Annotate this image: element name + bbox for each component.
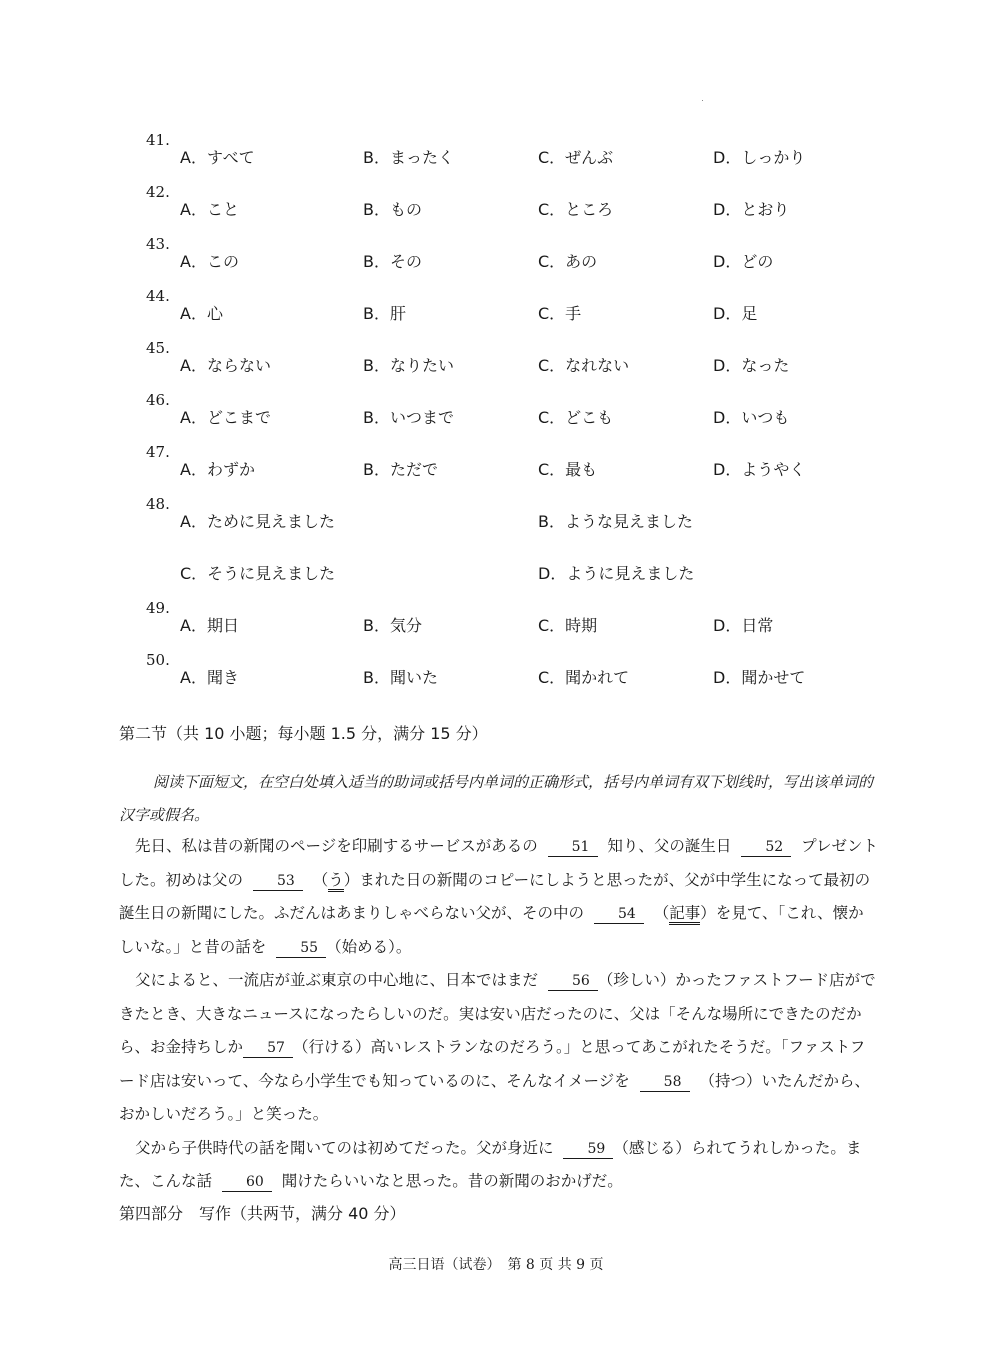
passage-text: ）を見て、「これ、懐かしいな。」と昔の話を [119,904,864,956]
question-41 [146,131,866,171]
option-d: D．しっかり [713,148,806,167]
option-c: C．時期 [538,616,598,635]
option-b: B．いつまで [363,408,454,427]
question-number: 45. [146,339,170,357]
blank-57: 57 [243,1040,293,1058]
passage-text: ）まれた日の新聞のコピーにしようと思ったが、父が中学生になって最初の誕生日の新聞にした。ふだんはあまりしゃべらない父が、その中の [119,870,871,922]
passage-text: （珍しい）かったファストフード店ができたとき、大きなニュースになったらしいのだ。実は安い店だったのに、父は「そんな場所にできたのだから、お金持ちしか [119,971,876,1056]
option-a: A．ならない [180,356,271,375]
passage-text: 父によると、一流店が並ぶ東京の中心地に、日本ではまだ [135,971,539,989]
blank-59: 59 [563,1141,613,1159]
option-a: A．期日 [180,616,239,635]
question-number: 48. [146,495,170,513]
option-a: A．この [180,252,239,271]
question-number: 44. [146,287,170,305]
passage-text: （行ける）高いレストランなのだろう。」と思ってあこがれたそうだ。「ファストフード店は安いって、今なら小学生でも知っているのに、そんなイメージを [119,1038,866,1090]
option-a: A．どこまで [180,408,271,427]
option-b: B．気分 [363,616,422,635]
option-a: A．ために見えました [180,512,335,531]
option-a: A．わずか [180,460,255,479]
option-b: B．もの [363,200,422,219]
passage-text: 聞けたらいいなと思った。昔の新聞のおかげだ。 [281,1172,623,1190]
underlined-word: 記事 [669,904,700,925]
question-number: 49. [146,599,170,617]
option-b: B．聞いた [363,668,438,687]
option-c: C．手 [538,304,582,323]
question-44 [146,287,866,327]
question-43 [146,235,866,275]
passage-text: （始める）。 [326,937,412,956]
question-45 [146,339,866,379]
question-number: 47. [146,443,170,461]
question-number: 50. [146,651,170,669]
option-b: B．まったく [363,148,454,167]
blank-58: 58 [640,1074,690,1092]
passage-text: 知り、父の誕生日 [607,837,732,855]
underlined-word: う [328,871,344,892]
passage-text: （ [312,870,329,889]
question-48 [146,495,866,587]
question-number: 41. [146,131,170,149]
section-instruction: 阅读下面短文，在空白处填入适当的助词或括号内单词的正确形式，括号内单词有双下划线时，写出该单词的汉字或假名。 [119,773,874,824]
option-c: C．最も [538,460,598,479]
option-c: C．ぜんぶ [538,148,614,167]
option-d: D．なった [713,356,790,375]
option-d: D．いつも [713,408,790,427]
passage-text: （持つ）いたんだから、おかしいだろう。」と笑った。 [119,1071,870,1123]
option-c: C．ところ [538,200,614,219]
option-d: D．足 [713,304,758,323]
passage-text: 父から子供時代の話を聞いてのは初めてだった。父が身近に [135,1138,554,1157]
paragraph-2 [119,964,879,1132]
option-d: D．とおり [713,200,790,219]
passage-text: プレゼントした。初めは父の [119,837,879,889]
passage-text: （感じる）られてうれしかった。また、こんな話 [119,1138,862,1190]
option-a: A．聞き [180,668,239,687]
scan-speck [702,100,703,101]
option-b: B．ような見えました [538,512,693,531]
option-b: B．その [363,252,422,271]
question-number: 42. [146,183,170,201]
option-c: C．どこも [538,408,614,427]
section-title: 第二节（共 10 小题；每小题 1.5 分，满分 15 分） [119,724,488,743]
option-c: C．聞かれて [538,668,630,687]
question-number: 46. [146,391,170,409]
passage-text: 先日、私は昔の新聞のページを印刷するサービスがあるの [135,837,538,855]
paragraph-1 [119,830,879,964]
option-a: A．すべて [180,148,255,167]
blank-56: 56 [548,973,598,991]
question-46 [146,391,866,431]
option-b: B．肝 [363,304,406,323]
reading-passage [119,830,879,1199]
option-c: C．なれない [538,356,630,375]
blank-60: 60 [222,1174,272,1192]
option-d: D．ように見えました [538,564,695,583]
option-c: C．そうに見えました [180,564,336,583]
question-49 [146,599,866,639]
question-47 [146,443,866,483]
blank-52: 52 [741,839,791,857]
option-a: A．心 [180,304,223,323]
option-d: D．どの [713,252,774,271]
blank-53: 53 [253,873,303,891]
option-b: B．なりたい [363,356,454,375]
passage-text: （ [653,904,670,922]
blank-51: 51 [548,839,598,857]
page-footer: 高三日语（试卷） 第 8 页 共 9 页 [388,1257,604,1273]
option-d: D．ようやく [713,460,806,479]
option-d: D．聞かせて [713,668,806,687]
option-c: C．あの [538,252,598,271]
option-d: D．日常 [713,616,774,635]
question-50 [146,651,866,691]
option-a: A．こと [180,200,239,219]
question-number: 43. [146,235,170,253]
question-42 [146,183,866,223]
blank-55: 55 [276,940,326,958]
option-b: B．ただで [363,460,438,479]
paragraph-3 [119,1132,879,1199]
part-four-heading: 第四部分 写作（共两节，满分 40 分） [119,1204,406,1223]
blank-54: 54 [594,906,644,924]
